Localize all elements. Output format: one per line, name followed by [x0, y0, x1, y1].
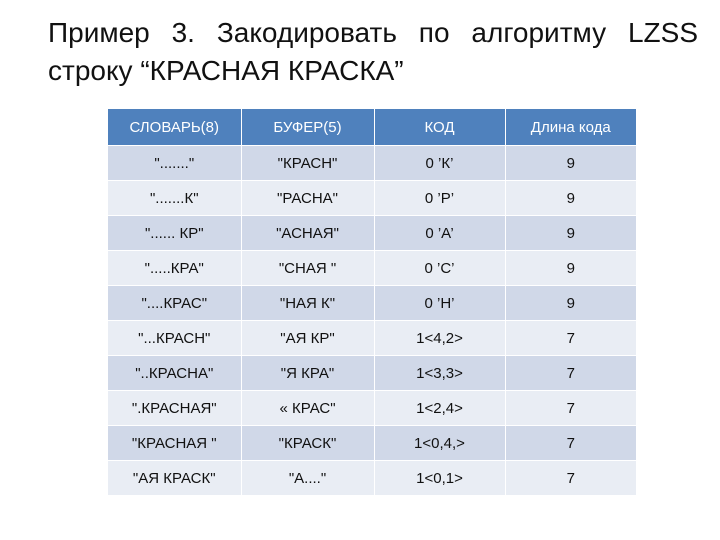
cell-code: 1<0,1>: [374, 461, 505, 496]
cell-code-length: 9: [505, 146, 636, 181]
header-buffer: БУФЕР(5): [241, 109, 374, 146]
table-row: [108, 146, 636, 181]
cell-dictionary: ".....КРА": [108, 251, 241, 286]
cell-code-length: 9: [505, 251, 636, 286]
cell-dictionary: "...... КР": [108, 216, 241, 251]
cell-code-length: 7: [505, 461, 636, 496]
cell-buffer: "РАСНА": [241, 181, 374, 216]
cell-buffer: "Я КРА": [241, 356, 374, 391]
cell-code: 0 ’А’: [374, 216, 505, 251]
cell-buffer: "АЯ КР": [241, 321, 374, 356]
cell-dictionary: "....КРАС": [108, 286, 241, 321]
cell-code-length: 7: [505, 356, 636, 391]
cell-code: 1<0,4,>: [374, 426, 505, 461]
cell-code: 0 ’Н’: [374, 286, 505, 321]
cell-buffer: "КРАСН": [241, 146, 374, 181]
table-row: [108, 286, 636, 321]
cell-code: 0 ’К’: [374, 146, 505, 181]
cell-dictionary: "...КРАСН": [108, 321, 241, 356]
cell-code-length: 7: [505, 391, 636, 426]
cell-code: 1<4,2>: [374, 321, 505, 356]
cell-code-length: 9: [505, 181, 636, 216]
cell-code-length: 7: [505, 426, 636, 461]
cell-code: 1<3,3>: [374, 356, 505, 391]
cell-buffer: « КРАС": [241, 391, 374, 426]
table-row: [108, 461, 636, 496]
cell-code-length: 9: [505, 216, 636, 251]
cell-dictionary: ".......": [108, 146, 241, 181]
title-line-2: строку “КРАСНАЯ КРАСКА”: [48, 55, 404, 86]
table-row: [108, 251, 636, 286]
lzss-encoding-table: [108, 109, 636, 495]
cell-dictionary: "АЯ КРАСК": [108, 461, 241, 496]
table-row: [108, 181, 636, 216]
cell-code: 0 ’Р’: [374, 181, 505, 216]
cell-dictionary: ".КРАСНАЯ": [108, 391, 241, 426]
cell-dictionary: "..КРАСНА": [108, 356, 241, 391]
cell-code-length: 7: [505, 321, 636, 356]
header-code: КОД: [374, 109, 505, 146]
header-code-length: Длина кода: [505, 109, 636, 146]
cell-dictionary: "КРАСНАЯ ": [108, 426, 241, 461]
cell-code: 1<2,4>: [374, 391, 505, 426]
cell-buffer: "НАЯ К": [241, 286, 374, 321]
cell-buffer: "КРАСК": [241, 426, 374, 461]
cell-buffer: "АСНАЯ": [241, 216, 374, 251]
cell-code-length: 9: [505, 286, 636, 321]
cell-dictionary: ".......К": [108, 181, 241, 216]
header-dictionary: СЛОВАРЬ(8): [108, 109, 241, 146]
cell-buffer: "А....": [241, 461, 374, 496]
cell-code: 0 ’С’: [374, 251, 505, 286]
table-row: [108, 356, 636, 391]
table-row: [108, 216, 636, 251]
slide-title: [48, 14, 698, 90]
table-row: [108, 426, 636, 461]
table-row: [108, 391, 636, 426]
table-row: [108, 321, 636, 356]
title-line-1: Пример 3. Закодировать по алгоритму LZSS: [48, 17, 698, 48]
cell-buffer: "СНАЯ ": [241, 251, 374, 286]
table-header-row: [108, 109, 636, 146]
